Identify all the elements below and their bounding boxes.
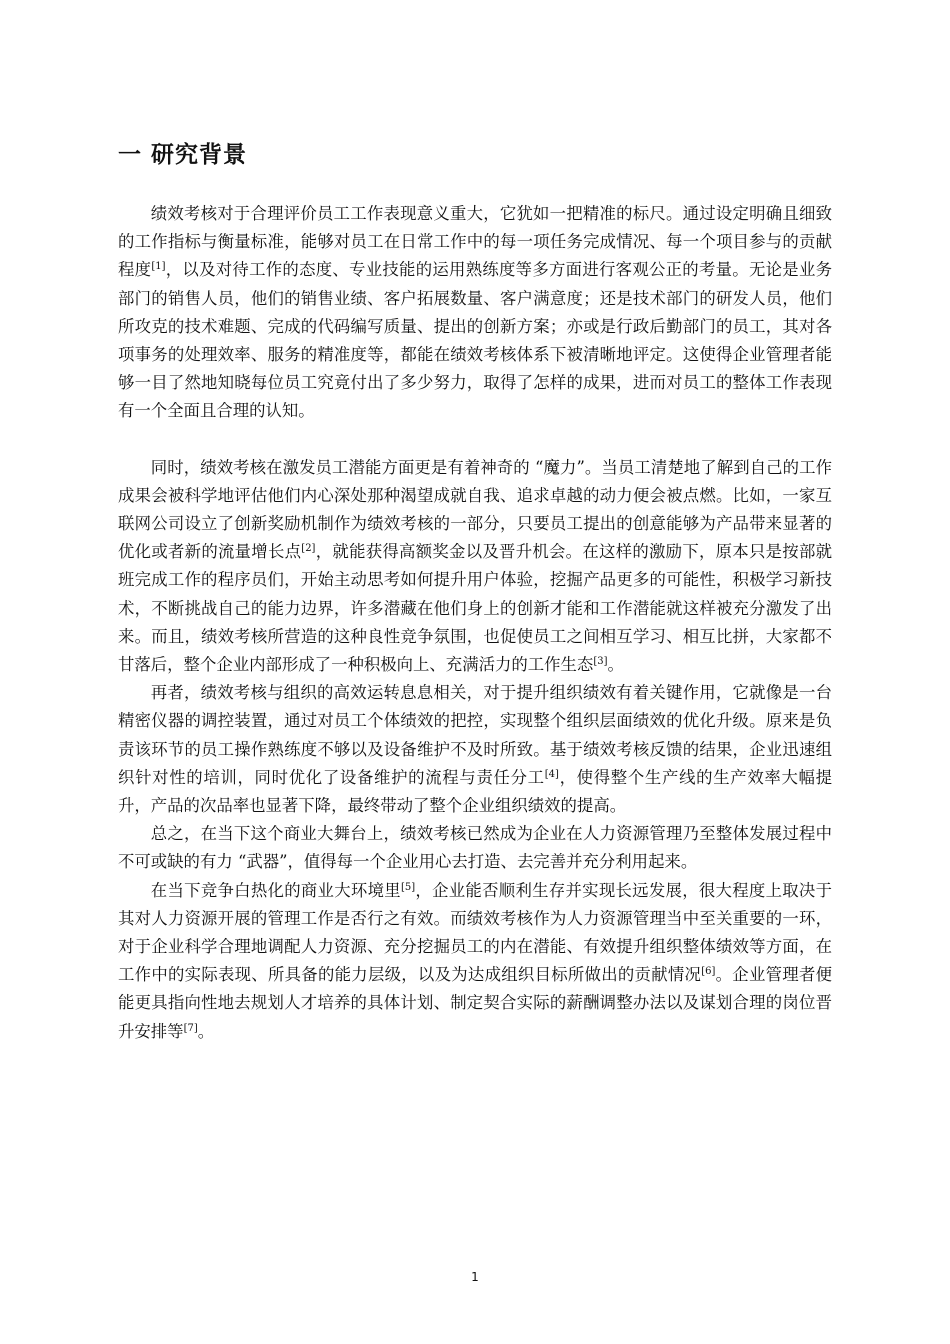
section-heading: 一 研究背景 (118, 142, 248, 168)
paragraph-text: 同时，绩效考核在激发员工潜能方面更是有着神奇的 “魔力”。当员工清楚地了解到自己的工作成果会被科学地评估他们内心深处那种渴望成就自我、追求卓越的动力便会被点燃。比如，一家互联网公司设立了创新奖励机制作为绩效考核的一部分，只要员工提出的创意能够为产品带来显著的优化或者新的流量增长点 (118, 457, 832, 562)
citation-ref: [1] (151, 261, 166, 273)
paragraph-text: 。企业管理者便能更具指向性地去规划人才培养的具体计划、制定契合实际的薪酬调整办法以及谋划合理的岗位晋升安排等 (118, 965, 833, 1041)
paragraph-text: 。 (197, 1021, 215, 1041)
paragraph-text: ，就能获得高额奖金以及晋升机会。在这样的激励下，原本只是按部就班完成工作的程序员们，开始主动思考如何提升用户体验，挖掘产品更多的可能性，积极学习新技术，不断挑战自己的能力边界，许多潜藏在他们身上的创新才能和工作潜能就这样被充分激发了出来。而且，绩效考核所营造的这种良性竞争氛围，也促使员工之间相互学习、相互比拼，大家都不甘落后，整个企业内部形成了一种积极向上、充满活力的工作生态 (118, 542, 833, 675)
paragraph-4 (118, 820, 832, 876)
citation-ref: [5] (400, 881, 416, 893)
citation-ref: [3] (593, 656, 608, 668)
citation-ref: [4] (544, 768, 559, 780)
paragraph-1 (118, 200, 832, 426)
citation-ref: [6] (701, 966, 716, 978)
paragraph-text: 绩效考核对于合理评价员工工作表现意义重大，它犹如一把精准的标尺。通过设定明确且细致的工作指标与衡量标准，能够对员工在日常工作中的每一项任务完成情况、每一个项目参与的贡献程度 (118, 204, 832, 280)
citation-ref: [2] (301, 543, 316, 555)
body-text (118, 200, 832, 1046)
paragraph-text: ，企业能否顺利生存并实现长远发展，很大程度上取决于其对人力资源开展的管理工作是否行之有效。而绩效考核作为人力资源管理当中至关重要的一环，对于企业科学合理地调配人力资源、充分挖掘员工的内在潜能、有效提升组织整体绩效等方面，在工作中的实际表现、所具备的能力层级，以及为达成组织目标所做出的贡献情况 (118, 880, 833, 985)
paragraph-text: 总之，在当下这个商业大舞台上，绩效考核已然成为企业在人力资源管理乃至整体发展过程中不可或缺的有力 “武器”，值得每一个企业用心去打造、去完善并充分利用起来。 (118, 824, 832, 872)
paragraph-5 (118, 877, 832, 1046)
paragraph-text: 再者，绩效考核与组织的高效运转息息相关，对于提升组织绩效有着关键作用，它就像是一台精密仪器的调控装置，通过对员工个体绩效的把控，实现整个组织层面绩效的优化升级。原来是负责该环节的员工操作熟练度不够以及设备维护不及时所致。基于绩效考核反馈的结果，企业迅速组织针对性的培训，同时优化了设备维护的流程与责任分工 (118, 683, 832, 787)
paragraph-3 (118, 679, 832, 820)
paragraph-text: 在当下竞争白热化的商业大环境里 (150, 880, 401, 900)
paragraph-text: ，以及对待工作的态度、专业技能的运用熟练度等多方面进行客观公正的考量。无论是业务部门的销售人员，他们的销售业绩、客户拓展数量、客户满意度；还是技术部门的研发人员，他们所攻克的技术难题、完成的代码编写质量、提出的创新方案；亦或是行政后勤部门的员工，其对各项事务的处理效率、服务的精准度等，都能在绩效考核体系下被清晰地评定。这使得企业管理者能够一目了然地知晓每位员工究竟付出了多少努力，取得了怎样的成果，进而对员工的整体工作表现有一个全面且合理的认知。 (118, 260, 833, 421)
paragraph-text: ，使得整个生产线的生产效率大幅提升，产品的次品率也显著下降，最终带动了整个企业组织绩效的提高。 (118, 767, 833, 816)
paragraph-2 (118, 454, 832, 680)
page-number: 1 (471, 1270, 479, 1284)
citation-ref: [7] (183, 1022, 198, 1034)
paragraph-text: 。 (607, 655, 624, 675)
